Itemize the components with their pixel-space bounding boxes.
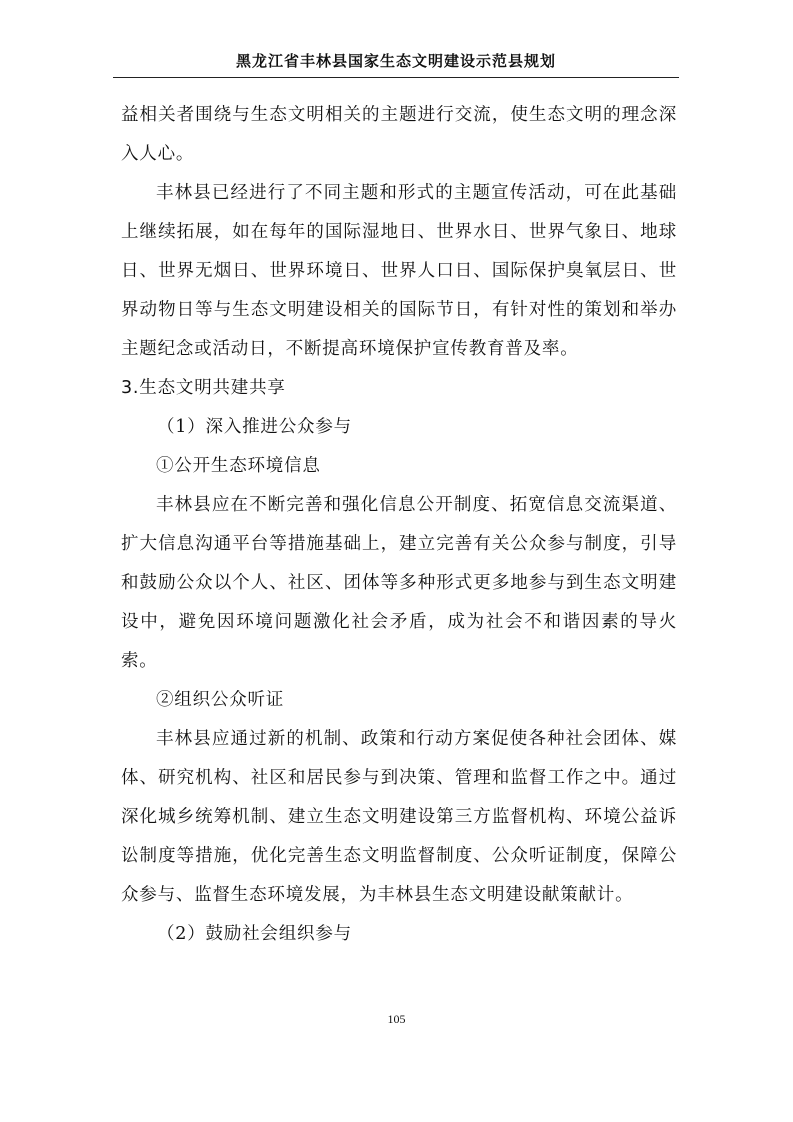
running-header: 黑龙江省丰林县国家生态文明建设示范县规划: [235, 52, 556, 70]
subheading-social-organizations: （2）鼓励社会组织参与: [157, 924, 352, 944]
header-rule: [113, 77, 679, 78]
item-heading-disclose-information: ①公开生态环境信息: [156, 456, 321, 476]
paragraph-information-disclosure: 丰林县应在不断完善和强化信息公开制度、拓宽信息交流渠道、扩大信息沟通平台等措施基础上，建立完善有关公众参与制度，引导和鼓励公众以个人、社区、团体等多种形式更多地参与到生态文明建设中，避免因环境问题激化社会矛盾，成为社会不和谐因素的导火索。: [121, 495, 677, 671]
paragraph-continuation: 益相关者围绕与生态文明相关的主题进行交流，使生态文明的理念深入人心。: [121, 105, 677, 164]
page-number: 105: [387, 1012, 406, 1026]
paragraph-public-hearing: 丰林县应通过新的机制、政策和行动方案促使各种社会团体、媒体、研究机构、社区和居民参与到决策、管理和监督工作之中。通过深化城乡统筹机制、建立生态文明建设第三方监督机构、环境公益诉讼制度等措施，优化完善生态文明监督制度、公众听证制度，保障公众参与、监督生态环境发展，为丰林县生态文明建设献策献计。: [121, 729, 677, 905]
section-heading-co-construction: 3.生态文明共建共享: [121, 378, 286, 398]
subheading-public-participation: （1）深入推进公众参与: [157, 417, 352, 437]
page-body: [121, 96, 677, 954]
paragraph-theme-activities: 丰林县已经进行了不同主题和形式的主题宣传活动，可在此基础上继续拓展，如在每年的国际湿地日、世界水日、世界气象日、地球日、世界无烟日、世界环境日、世界人口日、国际保护臭氧层日、世界动物日等与生态文明建设相关的国际节日，有针对性的策划和举办主题纪念或活动日，不断提高环境保护宣传教育普及率。: [121, 183, 677, 359]
item-heading-public-hearing: ②组织公众听证: [156, 690, 285, 710]
